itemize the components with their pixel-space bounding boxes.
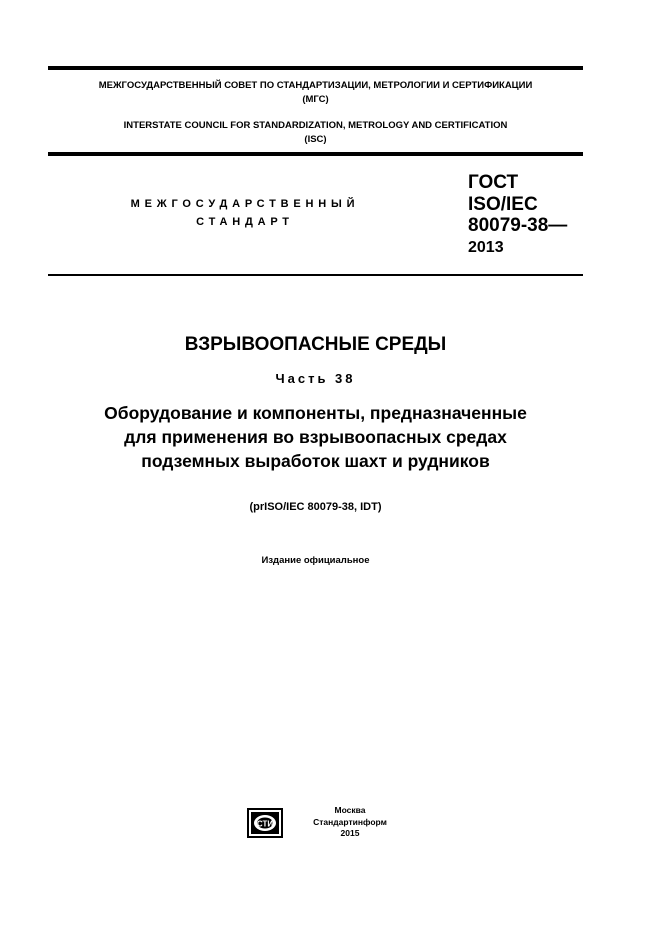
- gost-line1: ГОСТ: [468, 172, 519, 193]
- imprint-publisher: Стандартинформ: [313, 816, 387, 827]
- council-ru-abbr: (МГС): [302, 94, 329, 105]
- part-number: Часть 38: [275, 371, 356, 386]
- document-title: ВЗРЫВООПАСНЫЕ СРЕДЫ: [184, 334, 447, 355]
- header-bottom-rule: [48, 152, 583, 156]
- logo-text: СТИ: [256, 819, 274, 829]
- council-en-abbr: (ISC): [304, 134, 327, 145]
- reference-standard: (prISO/IEC 80079-38, IDT): [249, 501, 382, 513]
- gost-designation: [468, 172, 567, 259]
- standard-kind-line1: МЕЖГОСУДАРСТВЕННЫЙ: [130, 198, 360, 210]
- subtitle-line2: для применения во взрывоопасных средах: [124, 427, 507, 447]
- gost-line3: 80079-38—: [468, 215, 568, 236]
- official-edition: Издание официальное: [261, 555, 370, 566]
- top-rule: [48, 66, 583, 70]
- subtitle-line1: Оборудование и компоненты, предназначенные: [104, 403, 527, 423]
- council-ru: МЕЖГОСУДАРСТВЕННЫЙ СОВЕТ ПО СТАНДАРТИЗАЦИИ, МЕТРОЛОГИИ И СЕРТИФИКАЦИИ: [98, 80, 533, 91]
- designation-bottom-rule: [48, 274, 583, 276]
- imprint: [300, 805, 400, 840]
- standard-kind-line2: СТАНДАРТ: [196, 216, 294, 228]
- imprint-year: 2015: [340, 828, 360, 838]
- gost-line2: ISO/IEC: [468, 193, 538, 215]
- subtitle-line3: подземных выработок шахт и рудников: [141, 451, 490, 471]
- gost-year: 2013: [468, 238, 504, 256]
- imprint-city: Москва: [334, 805, 366, 815]
- standartinform-logo-icon: [247, 808, 283, 838]
- council-en: INTERSTATE COUNCIL FOR STANDARDIZATION, METROLOGY AND CERTIFICATION: [123, 120, 508, 131]
